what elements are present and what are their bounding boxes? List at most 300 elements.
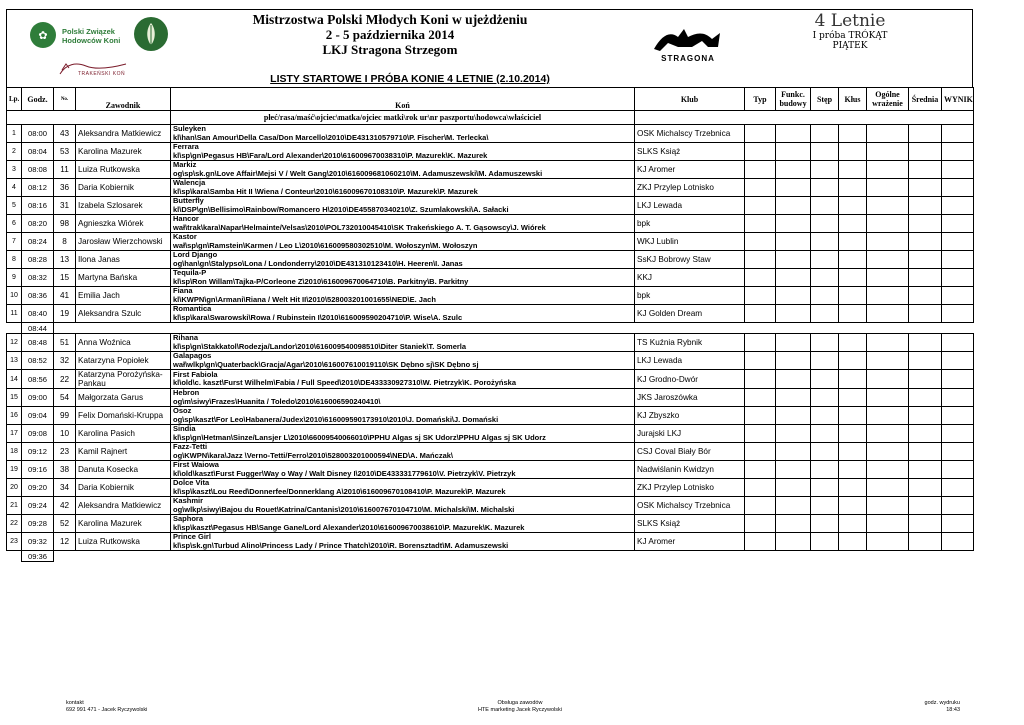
row-funkc bbox=[776, 334, 811, 352]
row-club: bpk bbox=[635, 215, 745, 233]
row-lp: 22 bbox=[7, 515, 22, 533]
row-lp: 23 bbox=[7, 533, 22, 551]
row-klus bbox=[839, 479, 867, 497]
table-row bbox=[7, 334, 974, 352]
row-horse bbox=[171, 425, 635, 443]
col-ogolne: Ogólne wrażenie bbox=[867, 88, 909, 111]
row-time: 09:00 bbox=[22, 389, 54, 407]
row-lp: 11 bbox=[7, 305, 22, 323]
row-rider: Luiza Rutkowska bbox=[76, 533, 171, 551]
row-wynik bbox=[942, 269, 974, 287]
row-klus bbox=[839, 215, 867, 233]
table-row bbox=[7, 287, 974, 305]
row-club: LKJ Lewada bbox=[635, 352, 745, 370]
row-horse bbox=[171, 287, 635, 305]
row-time: 08:28 bbox=[22, 251, 54, 269]
row-klus bbox=[839, 305, 867, 323]
horse-name: Kastor bbox=[173, 232, 197, 241]
category-block bbox=[790, 11, 910, 51]
row-typ bbox=[745, 251, 776, 269]
pzhk-line2: Hodowców Koni bbox=[62, 36, 121, 45]
row-time: 08:52 bbox=[22, 352, 54, 370]
row-number: 42 bbox=[54, 497, 76, 515]
row-typ bbox=[745, 287, 776, 305]
horse-description: kl\sp\kaszt\Lou Reed\Donnerfee/Donnerklang A\2010\616009670108410\P. Mazurek\P. Mazurek bbox=[173, 486, 506, 496]
row-rider: Felix Domański-Kruppa bbox=[76, 407, 171, 425]
row-club: SLKS Książ bbox=[635, 143, 745, 161]
horse-description: kl\old\c. kaszt\Furst Wilhelm\Fabia / Full Speed\2010\DE433330927310\W. Pietrzyk\K. Porożyńska bbox=[173, 378, 516, 387]
row-number: 11 bbox=[54, 161, 76, 179]
row-srednia bbox=[909, 305, 942, 323]
row-typ bbox=[745, 443, 776, 461]
row-step bbox=[811, 461, 839, 479]
row-step bbox=[811, 352, 839, 370]
row-rider: Martyna Bańska bbox=[76, 269, 171, 287]
row-horse bbox=[171, 461, 635, 479]
row-srednia bbox=[909, 461, 942, 479]
row-ogolne bbox=[867, 287, 909, 305]
horse-description: wał\sp\gn\Ramstein\Karmen / Leo L\2010\616009580302510\M. Wołoszyn\M. Wołoszyn bbox=[173, 240, 478, 250]
row-wynik bbox=[942, 425, 974, 443]
row-rider: Luiza Rutkowska bbox=[76, 161, 171, 179]
col-godz: Godz. bbox=[22, 88, 54, 111]
table-row bbox=[7, 233, 974, 251]
row-horse bbox=[171, 443, 635, 461]
table-row bbox=[7, 215, 974, 233]
row-klus bbox=[839, 515, 867, 533]
row-number: 51 bbox=[54, 334, 76, 352]
row-time: 08:36 bbox=[22, 287, 54, 305]
row-lp: 16 bbox=[7, 407, 22, 425]
row-time: 09:08 bbox=[22, 425, 54, 443]
row-funkc bbox=[776, 389, 811, 407]
row-step bbox=[811, 443, 839, 461]
row-horse bbox=[171, 269, 635, 287]
row-typ bbox=[745, 269, 776, 287]
row-rider: Katarzyna Popiołek bbox=[76, 352, 171, 370]
break-row bbox=[7, 551, 974, 562]
row-club: JKS Jaroszówka bbox=[635, 389, 745, 407]
horse-description: kl\sp\gn\Stakkatol\Rodezja/Landor\2010\616009540098510\Diter Staniek\T. Somerla bbox=[173, 341, 467, 351]
row-wynik bbox=[942, 215, 974, 233]
row-number: 41 bbox=[54, 287, 76, 305]
row-srednia bbox=[909, 215, 942, 233]
row-klus bbox=[839, 143, 867, 161]
row-horse bbox=[171, 143, 635, 161]
category-title: 4 Letnie bbox=[814, 11, 886, 31]
row-rider: Agnieszka Wiórek bbox=[76, 215, 171, 233]
start-list-table bbox=[6, 87, 974, 562]
row-time: 09:16 bbox=[22, 461, 54, 479]
row-funkc bbox=[776, 197, 811, 215]
row-lp: 8 bbox=[7, 251, 22, 269]
horse-name: Sindia bbox=[173, 424, 196, 433]
row-time: 08:00 bbox=[22, 125, 54, 143]
row-time: 08:40 bbox=[22, 305, 54, 323]
row-lp: 13 bbox=[7, 352, 22, 370]
row-wynik bbox=[942, 179, 974, 197]
row-wynik bbox=[942, 370, 974, 389]
table-row bbox=[7, 197, 974, 215]
row-step bbox=[811, 161, 839, 179]
col-kon-description: płeć/rasa/maść\ojciec\matka/ojciec matki\rok ur\nr paszportu\hodowca\właściciel bbox=[171, 111, 635, 125]
row-srednia bbox=[909, 161, 942, 179]
row-horse bbox=[171, 389, 635, 407]
horse-name: Kashmir bbox=[173, 496, 204, 505]
row-srednia bbox=[909, 443, 942, 461]
row-rider: Kamil Rajnert bbox=[76, 443, 171, 461]
row-srednia bbox=[909, 197, 942, 215]
row-club: KJ Aromer bbox=[635, 161, 745, 179]
row-ogolne bbox=[867, 407, 909, 425]
horse-description: kl\han\San Amour\Della Casa/Don Marcello\2010\DE431310579710\P. Fischer\M. Terlecka\ bbox=[173, 132, 489, 142]
table-row bbox=[7, 143, 974, 161]
row-funkc bbox=[776, 269, 811, 287]
row-typ bbox=[745, 389, 776, 407]
row-funkc bbox=[776, 443, 811, 461]
row-time: 09:32 bbox=[22, 533, 54, 551]
row-ogolne bbox=[867, 179, 909, 197]
row-wynik bbox=[942, 233, 974, 251]
row-klus bbox=[839, 161, 867, 179]
row-klus bbox=[839, 233, 867, 251]
footer-contact-label: kontakt bbox=[66, 700, 84, 706]
row-time: 09:12 bbox=[22, 443, 54, 461]
col-wynik: WYNIK bbox=[942, 88, 974, 111]
list-title: LISTY STARTOWE I PRÓBA KONIE 4 LETNIE (2.10.2014) bbox=[270, 73, 550, 85]
row-srednia bbox=[909, 479, 942, 497]
row-ogolne bbox=[867, 305, 909, 323]
row-lp: 9 bbox=[7, 269, 22, 287]
row-ogolne bbox=[867, 251, 909, 269]
wheat-logo-icon bbox=[134, 17, 168, 51]
row-klus bbox=[839, 179, 867, 197]
event-titles bbox=[240, 12, 540, 57]
row-step bbox=[811, 125, 839, 143]
horse-name: Dolce Vita bbox=[173, 478, 210, 487]
break-blank bbox=[7, 551, 22, 562]
row-step bbox=[811, 233, 839, 251]
horse-name: First Waiowa bbox=[173, 460, 219, 469]
row-funkc bbox=[776, 215, 811, 233]
row-srednia bbox=[909, 143, 942, 161]
pzhk-logo-text bbox=[62, 27, 120, 45]
row-step bbox=[811, 389, 839, 407]
row-typ bbox=[745, 334, 776, 352]
row-club: bpk bbox=[635, 287, 745, 305]
table-row bbox=[7, 515, 974, 533]
row-number: 34 bbox=[54, 479, 76, 497]
row-club: Nadwiślanin Kwidzyn bbox=[635, 461, 745, 479]
row-funkc bbox=[776, 461, 811, 479]
row-rider: Danuta Kosecka bbox=[76, 461, 171, 479]
row-srednia bbox=[909, 407, 942, 425]
break-blank bbox=[54, 551, 974, 562]
row-klus bbox=[839, 251, 867, 269]
row-wynik bbox=[942, 305, 974, 323]
horse-description: og\KWPN\kara\Jazz \Verno-Tetti/Ferro\2010\528003201000594\NED\A. Mańczak\ bbox=[173, 450, 453, 460]
horse-description: kl\sp\kaszt\Pegasus HB\Sange Gane/Lord Alexander\2010\616009670038610\P. Mazurek\K. Mazurek bbox=[173, 522, 525, 532]
row-club: OSK Michalscy Trzebnica bbox=[635, 125, 745, 143]
row-srednia bbox=[909, 287, 942, 305]
table-row bbox=[7, 251, 974, 269]
pzhk-logo-icon: ✿ bbox=[30, 22, 56, 48]
row-number: 10 bbox=[54, 425, 76, 443]
row-klus bbox=[839, 352, 867, 370]
row-number: 53 bbox=[54, 143, 76, 161]
horse-description: kl\KWPN\gn\Armani\Riana / Welt Hit II\2010\528003201001655\NED\E. Jach bbox=[173, 294, 436, 304]
horse-description: kl\DSP\gn\Bellisimo\Rainbow/Romancero H\2010\DE455870340210\Z. Szumlakowski\A. Sałacki bbox=[173, 204, 509, 214]
row-klus bbox=[839, 287, 867, 305]
row-klus bbox=[839, 443, 867, 461]
table-row bbox=[7, 305, 974, 323]
footer-organizer-value: HTE marketing Jacek Ryczywolski bbox=[477, 707, 563, 713]
subheader-blank-right bbox=[635, 111, 974, 125]
horse-name: Galapagos bbox=[173, 351, 212, 360]
row-step bbox=[811, 407, 839, 425]
row-number: 52 bbox=[54, 515, 76, 533]
row-number: 15 bbox=[54, 269, 76, 287]
row-srednia bbox=[909, 269, 942, 287]
row-step bbox=[811, 143, 839, 161]
table-row bbox=[7, 425, 974, 443]
row-klus bbox=[839, 269, 867, 287]
row-step bbox=[811, 215, 839, 233]
row-step bbox=[811, 425, 839, 443]
row-horse bbox=[171, 352, 635, 370]
row-number: 23 bbox=[54, 443, 76, 461]
horse-description: kl\sp\kara\Samba Hit II \Wiena / Conteur\2010\616009670108310\P. Mazurek\P. Mazurek bbox=[173, 186, 478, 196]
row-lp: 15 bbox=[7, 389, 22, 407]
row-time: 09:04 bbox=[22, 407, 54, 425]
footer-contact-value: 692 991 471 - Jacek Ryczywolski bbox=[66, 707, 148, 713]
row-wynik bbox=[942, 443, 974, 461]
row-ogolne bbox=[867, 233, 909, 251]
row-ogolne bbox=[867, 161, 909, 179]
row-time: 09:28 bbox=[22, 515, 54, 533]
row-time: 08:04 bbox=[22, 143, 54, 161]
row-srednia bbox=[909, 515, 942, 533]
row-step bbox=[811, 287, 839, 305]
footer-organizer bbox=[470, 700, 570, 714]
row-typ bbox=[745, 143, 776, 161]
horse-description: og\sp\sk.gn\Love Affair\Mejsi V / Welt Gang\2010\616009681060210\M. Adamuszewski\M. Adamuszewski bbox=[173, 168, 543, 178]
row-lp: 17 bbox=[7, 425, 22, 443]
row-srednia bbox=[909, 370, 942, 389]
row-horse bbox=[171, 479, 635, 497]
row-funkc bbox=[776, 233, 811, 251]
row-wynik bbox=[942, 251, 974, 269]
horse-description: kl\sp\Ron Willam\Tajka-P/Corleone Z\2010\616009670064710\B. Parkitny\B. Parkitny bbox=[173, 276, 469, 286]
row-rider: Daria Kobiernik bbox=[76, 479, 171, 497]
row-rider: Aleksandra Matkiewicz bbox=[76, 125, 171, 143]
horse-description: wał\wlkp\gn\Quaterback\Gracja/Agar\2010\616007610019110\SK Dębno sj\SK Dębno sj bbox=[173, 359, 479, 369]
row-klus bbox=[839, 461, 867, 479]
row-lp: 10 bbox=[7, 287, 22, 305]
row-lp: 6 bbox=[7, 215, 22, 233]
horse-name: Fiana bbox=[173, 286, 193, 295]
col-no: No. bbox=[54, 88, 76, 111]
row-klus bbox=[839, 407, 867, 425]
horse-name: Markiz bbox=[173, 160, 197, 169]
horse-description: og\sp\kaszt\For Leo\Habanera/Judex\2010\616009590173910\2010\J. Domański\J. Domański bbox=[173, 414, 499, 424]
row-wynik bbox=[942, 352, 974, 370]
footer-print-value: 18:43 bbox=[946, 707, 960, 713]
row-wynik bbox=[942, 389, 974, 407]
horse-name: Ferrara bbox=[173, 142, 199, 151]
horse-name: Romantica bbox=[173, 304, 212, 313]
horse-description: kl\sp\gn\Pegasus HB\Fara/Lord Alexander\2010\616009670038310\P. Mazurek\K. Mazurek bbox=[173, 150, 488, 160]
row-number: 99 bbox=[54, 407, 76, 425]
row-wynik bbox=[942, 125, 974, 143]
row-ogolne bbox=[867, 425, 909, 443]
row-funkc bbox=[776, 305, 811, 323]
horse-name: Lord Django bbox=[173, 250, 218, 259]
row-lp: 21 bbox=[7, 497, 22, 515]
row-lp: 1 bbox=[7, 125, 22, 143]
row-wynik bbox=[942, 407, 974, 425]
table-row bbox=[7, 497, 974, 515]
col-lp: Lp. bbox=[7, 88, 22, 111]
row-wynik bbox=[942, 461, 974, 479]
subheader-blank bbox=[7, 111, 171, 125]
row-funkc bbox=[776, 497, 811, 515]
row-horse bbox=[171, 251, 635, 269]
row-time: 09:20 bbox=[22, 479, 54, 497]
row-time: 08:32 bbox=[22, 269, 54, 287]
row-ogolne bbox=[867, 515, 909, 533]
row-typ bbox=[745, 479, 776, 497]
table-body bbox=[7, 125, 974, 562]
horse-name: Rihana bbox=[173, 333, 199, 342]
horse-description: og\wlkp\siwy\Bajou du Rouet\Katrina/Cantanis\2010\616007670104710\M. Michalski\M. Michalski bbox=[173, 504, 515, 514]
table-subheader-row bbox=[7, 111, 974, 125]
row-club: KJ Aromer bbox=[635, 533, 745, 551]
row-step bbox=[811, 197, 839, 215]
row-klus bbox=[839, 425, 867, 443]
row-club: KJ Grodno-Dwór bbox=[635, 370, 745, 389]
table-row bbox=[7, 443, 974, 461]
row-klus bbox=[839, 533, 867, 551]
table-row bbox=[7, 407, 974, 425]
row-srednia bbox=[909, 334, 942, 352]
row-srednia bbox=[909, 533, 942, 551]
row-lp: 14 bbox=[7, 370, 22, 389]
row-rider: Jarosław Wierzchowski bbox=[76, 233, 171, 251]
horse-logo-text: TRAKEŃSKI KOŃ bbox=[78, 71, 126, 77]
table-row bbox=[7, 125, 974, 143]
event-dates: 2 - 5 października 2014 bbox=[325, 27, 455, 42]
table-row bbox=[7, 179, 974, 197]
row-lp: 3 bbox=[7, 161, 22, 179]
row-club: TS Kuźnia Rybnik bbox=[635, 334, 745, 352]
row-club: WKJ Lublin bbox=[635, 233, 745, 251]
table-row bbox=[7, 370, 974, 389]
row-horse bbox=[171, 197, 635, 215]
row-typ bbox=[745, 305, 776, 323]
row-typ bbox=[745, 497, 776, 515]
table-row bbox=[7, 479, 974, 497]
row-rider: Karolina Pasich bbox=[76, 425, 171, 443]
row-number: 13 bbox=[54, 251, 76, 269]
row-klus bbox=[839, 125, 867, 143]
row-club: KKJ bbox=[635, 269, 745, 287]
row-ogolne bbox=[867, 370, 909, 389]
row-ogolne bbox=[867, 334, 909, 352]
row-time: 08:20 bbox=[22, 215, 54, 233]
row-wynik bbox=[942, 161, 974, 179]
horse-name: Saphora bbox=[173, 514, 204, 523]
row-typ bbox=[745, 215, 776, 233]
col-funkc: Funkc. budowy bbox=[776, 88, 811, 111]
row-funkc bbox=[776, 143, 811, 161]
col-klus: Kłus bbox=[839, 88, 867, 111]
break-blank bbox=[7, 323, 22, 334]
row-srednia bbox=[909, 497, 942, 515]
pzhk-line1: Polski Związek bbox=[62, 27, 115, 36]
row-typ bbox=[745, 233, 776, 251]
row-rider: Anna Woźnica bbox=[76, 334, 171, 352]
row-srednia bbox=[909, 352, 942, 370]
row-funkc bbox=[776, 352, 811, 370]
col-srednia: Średnia bbox=[909, 88, 942, 111]
row-rider: Karolina Mazurek bbox=[76, 515, 171, 533]
row-ogolne bbox=[867, 479, 909, 497]
row-number: 32 bbox=[54, 352, 76, 370]
horse-name: Suleyken bbox=[173, 124, 206, 133]
row-step bbox=[811, 515, 839, 533]
row-funkc bbox=[776, 407, 811, 425]
row-funkc bbox=[776, 251, 811, 269]
row-wynik bbox=[942, 533, 974, 551]
row-ogolne bbox=[867, 143, 909, 161]
row-step bbox=[811, 269, 839, 287]
row-ogolne bbox=[867, 389, 909, 407]
stragona-logo-text: STRAGONA bbox=[661, 54, 715, 63]
row-club: ZKJ Przylep Lotnisko bbox=[635, 179, 745, 197]
horse-description: og\han\gn\Stalypso\Lona / Londonderry\2010\DE431310123410\H. Heeren\I. Janas bbox=[173, 258, 463, 268]
row-typ bbox=[745, 161, 776, 179]
row-horse bbox=[171, 125, 635, 143]
row-typ bbox=[745, 425, 776, 443]
row-rider: Katarzyna Porożyńska-Pankau bbox=[76, 370, 171, 389]
row-typ bbox=[745, 352, 776, 370]
row-number: 22 bbox=[54, 370, 76, 389]
row-rider: Karolina Mazurek bbox=[76, 143, 171, 161]
row-funkc bbox=[776, 533, 811, 551]
row-ogolne bbox=[867, 461, 909, 479]
row-lp: 18 bbox=[7, 443, 22, 461]
row-klus bbox=[839, 197, 867, 215]
horse-description: kl\sp\sk.gn\Turbud Alino\Princess Lady / Prince Thatch\2010\R. Borensztadt\M. Adamuszewski bbox=[173, 540, 509, 550]
row-time: 08:12 bbox=[22, 179, 54, 197]
break-time: 09:36 bbox=[22, 551, 54, 562]
horse-description: wał\trak\kara\Napar\Helmainte/Velsas\2010\POL732010045410\SK Trakeńskiego A. T. Gąsowscy\J. Wiórek bbox=[173, 222, 546, 232]
row-club: OSK Michalscy Trzebnica bbox=[635, 497, 745, 515]
row-ogolne bbox=[867, 125, 909, 143]
col-klub: Klub bbox=[635, 88, 745, 111]
row-club: KJ Zbyszko bbox=[635, 407, 745, 425]
row-step bbox=[811, 251, 839, 269]
break-time: 08:44 bbox=[22, 323, 54, 334]
row-srednia bbox=[909, 233, 942, 251]
row-rider: Daria Kobiernik bbox=[76, 179, 171, 197]
row-typ bbox=[745, 461, 776, 479]
row-typ bbox=[745, 407, 776, 425]
table-row bbox=[7, 352, 974, 370]
row-srednia bbox=[909, 251, 942, 269]
row-horse bbox=[171, 305, 635, 323]
